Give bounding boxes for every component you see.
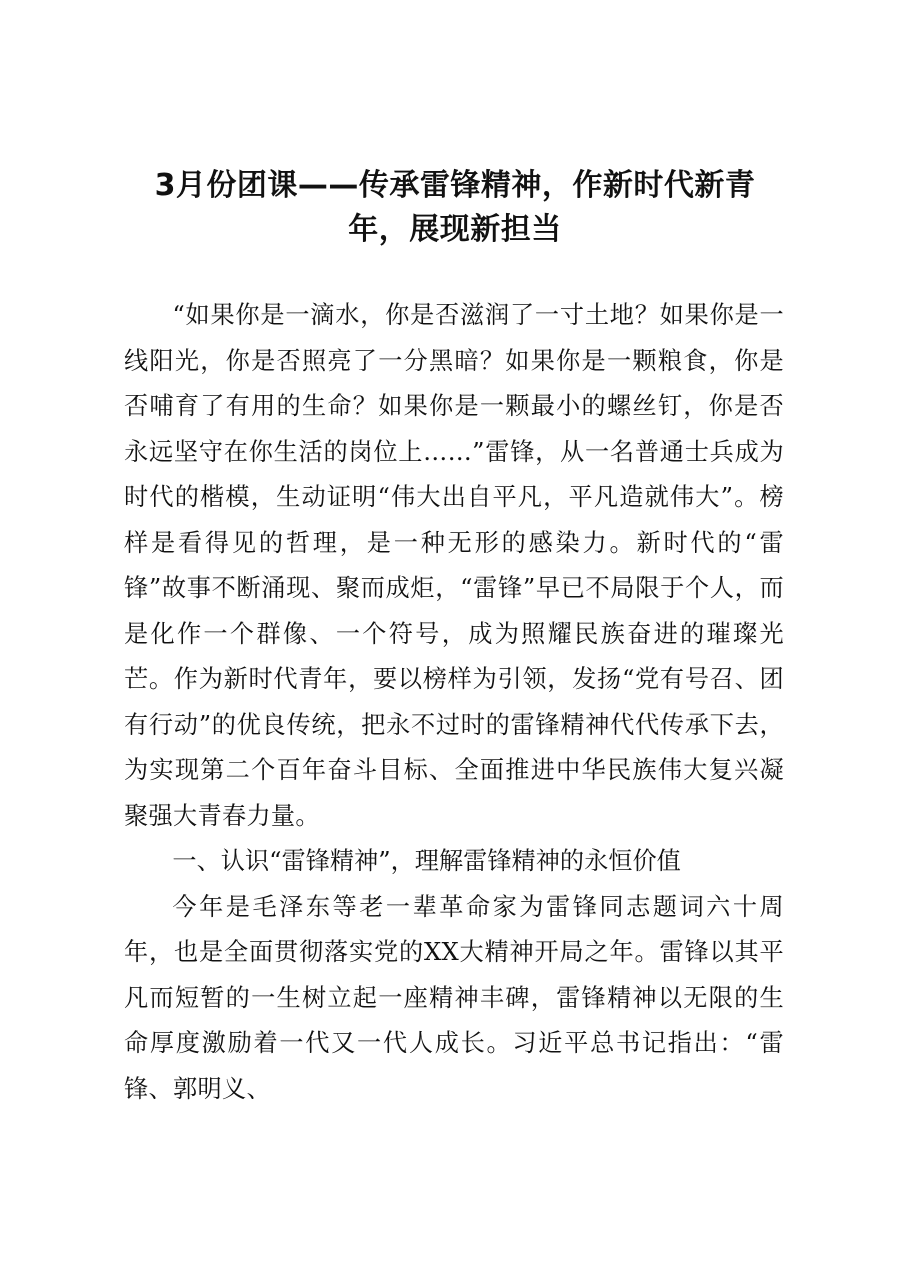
document-title <box>120 164 790 252</box>
intro-paragraph: “如果你是一滴水，你是否滋润了一寸土地？如果你是一线阳光，你是否照亮了一分黑暗？如果你是一颗粮食，你是否哺育了有用的生命？如果你是一颗最小的螺丝钉，你是否永远坚守在你生活的岗位上……”雷锋，从一名普通士兵成为时代的楷模，生动证明“伟大出自平凡，平凡造就伟大”。榜样是看得见的哲理，是一种无形的感染力。新时代的“雷锋”故事不断涌现、聚而成炬，“雷锋”早已不局限于个人，而是化作一个群像、一个符号，成为照耀民族奋进的璀璨光芒。作为新时代青年，要以榜样为引领，发扬“党有号召、团有行动”的优良传统，把永不过时的雷锋精神代代传承下去，为实现第二个百年奋斗目标、全面推进中华民族伟大复兴凝聚强大青春力量。 <box>124 301 784 830</box>
title-line-2: 年，展现新担当 <box>348 212 562 247</box>
section-heading: 一、认识“雷锋精神”，理解雷锋精神的永恒价值 <box>172 847 681 875</box>
document-body <box>124 293 784 1112</box>
title-line-1: 3月份团课——传承雷锋精神，作新时代新青 <box>154 168 756 203</box>
section-paragraph: 今年是毛泽东等老一辈革命家为雷锋同志题词六十周年，也是全面贯彻落实党的XX大精神开局之年。雷锋以其平凡而短暂的一生树立起一座精神丰碑，雷锋精神以无限的生命厚度激励着一代又一代人成长。习近平总书记指出：“雷锋、郭明义、 <box>124 892 784 1103</box>
